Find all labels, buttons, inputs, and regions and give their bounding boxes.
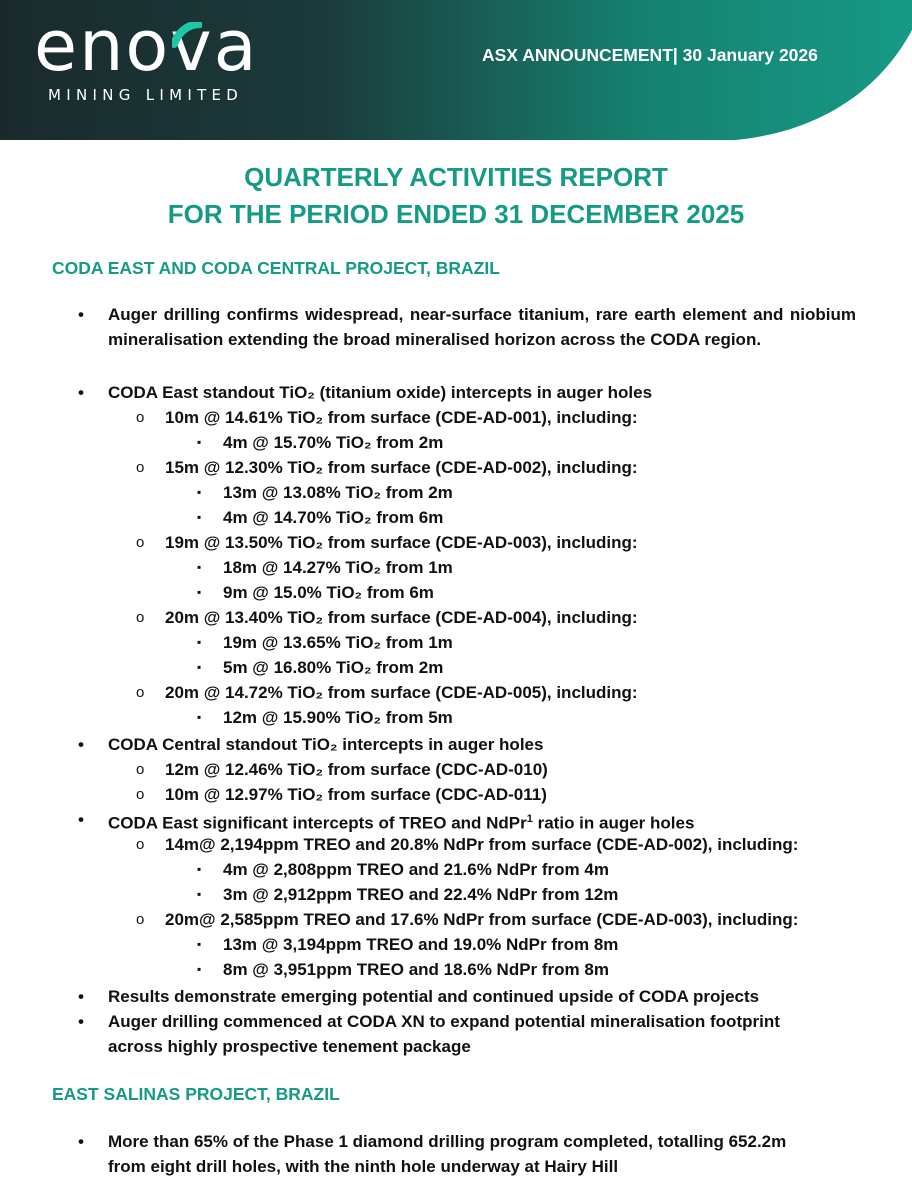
list-item: 19m @ 13.50% TiO₂ from surface (CDE-AD-003), including: bbox=[165, 533, 638, 552]
list-item: 4m @ 15.70% TiO₂ from 2m bbox=[223, 433, 444, 452]
circle-bullet-icon: o bbox=[136, 684, 145, 701]
circle-bullet-icon: o bbox=[136, 534, 145, 551]
footnote-marker: 1 bbox=[526, 813, 533, 825]
square-bullet-icon: ▪ bbox=[197, 485, 202, 499]
coda-intro-text: Auger drilling confirms widespread, near-surface titanium, rare earth element and niobium mineralisation extending the broad mineralised horizon across the CODA region. bbox=[108, 305, 856, 349]
square-bullet-icon: ▪ bbox=[197, 635, 202, 649]
report-title-line-2: FOR THE PERIOD ENDED 31 DECEMBER 2025 bbox=[167, 199, 745, 229]
square-bullet-icon: ▪ bbox=[197, 585, 202, 599]
list-item: 4m @ 2,808ppm TREO and 21.6% NdPr from 4m bbox=[223, 860, 609, 879]
list-item: 5m @ 16.80% TiO₂ from 2m bbox=[223, 658, 444, 677]
bullet-icon: • bbox=[78, 735, 84, 754]
list-item: 13m @ 3,194ppm TREO and 19.0% NdPr from 8m bbox=[223, 935, 619, 954]
list-item: 12m @ 15.90% TiO₂ from 5m bbox=[223, 708, 453, 727]
coda-xn-text-line-2: across highly prospective tenement package bbox=[108, 1037, 471, 1056]
square-bullet-icon: ▪ bbox=[197, 560, 202, 574]
salinas-text-line-2: from eight drill holes, with the ninth hole underway at Hairy Hill bbox=[108, 1157, 619, 1176]
logo-accent-mark bbox=[172, 22, 202, 48]
bullet-icon: • bbox=[78, 1132, 84, 1151]
announcement-date: ASX ANNOUNCEMENT| 30 January 2026 bbox=[482, 45, 818, 65]
list-item: 20m @ 13.40% TiO₂ from surface (CDE-AD-004), including: bbox=[165, 608, 638, 627]
treo-label-text: CODA East significant intercepts of TREO and NdPr bbox=[108, 813, 527, 833]
square-bullet-icon: ▪ bbox=[197, 887, 202, 901]
salinas-text-line-1: More than 65% of the Phase 1 diamond drilling program completed, totalling 652.2m bbox=[108, 1132, 787, 1151]
list-item: 10m @ 14.61% TiO₂ from surface (CDE-AD-001), including: bbox=[165, 408, 638, 427]
list-item: 18m @ 14.27% TiO₂ from 1m bbox=[223, 558, 453, 577]
square-bullet-icon: ▪ bbox=[197, 510, 202, 524]
bullet-icon: • bbox=[78, 305, 84, 324]
list-item: 9m @ 15.0% TiO₂ from 6m bbox=[223, 583, 434, 602]
page-header bbox=[0, 0, 912, 140]
list-item: 12m @ 12.46% TiO₂ from surface (CDC-AD-010) bbox=[165, 760, 548, 779]
circle-bullet-icon: o bbox=[136, 459, 145, 476]
square-bullet-icon: ▪ bbox=[197, 962, 202, 976]
circle-bullet-icon: o bbox=[136, 761, 145, 778]
list-item: 8m @ 3,951ppm TREO and 18.6% NdPr from 8m bbox=[223, 960, 609, 979]
list-item: 13m @ 13.08% TiO₂ from 2m bbox=[223, 483, 453, 502]
list-item: 15m @ 12.30% TiO₂ from surface (CDE-AD-002), including: bbox=[165, 458, 638, 477]
report-title-line-1: QUARTERLY ACTIVITIES REPORT bbox=[244, 162, 668, 192]
bullet-icon: • bbox=[78, 987, 84, 1006]
list-item: 10m @ 12.97% TiO₂ from surface (CDC-AD-011) bbox=[165, 785, 547, 804]
section-heading-salinas: EAST SALINAS PROJECT, BRAZIL bbox=[52, 1084, 340, 1104]
list-item: 3m @ 2,912ppm TREO and 22.4% NdPr from 12m bbox=[223, 885, 619, 904]
bullet-icon: • bbox=[78, 810, 84, 829]
list-item: 14m@ 2,194ppm TREO and 20.8% NdPr from surface (CDE-AD-002), including: bbox=[165, 835, 799, 854]
company-logo-subtitle: MINING LIMITED bbox=[48, 86, 244, 104]
circle-bullet-icon: o bbox=[136, 911, 145, 928]
list-item: 4m @ 14.70% TiO₂ from 6m bbox=[223, 508, 444, 527]
company-logo-wordmark: enova bbox=[34, 5, 259, 87]
list-item: 20m@ 2,585ppm TREO and 17.6% NdPr from surface (CDE-AD-003), including: bbox=[165, 910, 799, 929]
square-bullet-icon: ▪ bbox=[197, 710, 202, 724]
circle-bullet-icon: o bbox=[136, 836, 145, 853]
list-item: 20m @ 14.72% TiO₂ from surface (CDE-AD-005), including: bbox=[165, 683, 638, 702]
circle-bullet-icon: o bbox=[136, 409, 145, 426]
circle-bullet-icon: o bbox=[136, 609, 145, 626]
section-heading-coda: CODA EAST AND CODA CENTRAL PROJECT, BRAZIL bbox=[52, 258, 500, 278]
coda-east-tio2-label: CODA East standout TiO₂ (titanium oxide) intercepts in auger holes bbox=[108, 383, 653, 402]
bullet-icon: • bbox=[78, 383, 84, 402]
coda-results-text: Results demonstrate emerging potential and continued upside of CODA projects bbox=[108, 987, 760, 1006]
circle-bullet-icon: o bbox=[136, 786, 145, 803]
coda-xn-text-line-1: Auger drilling commenced at CODA XN to expand potential mineralisation footprint bbox=[108, 1012, 780, 1031]
square-bullet-icon: ▪ bbox=[197, 937, 202, 951]
square-bullet-icon: ▪ bbox=[197, 862, 202, 876]
list-item: 19m @ 13.65% TiO₂ from 1m bbox=[223, 633, 453, 652]
bullet-icon: • bbox=[78, 1012, 84, 1031]
treo-label-suffix: ratio in auger holes bbox=[532, 813, 695, 833]
square-bullet-icon: ▪ bbox=[197, 435, 202, 449]
coda-central-tio2-label: CODA Central standout TiO₂ intercepts in auger holes bbox=[108, 735, 544, 754]
square-bullet-icon: ▪ bbox=[197, 660, 202, 674]
